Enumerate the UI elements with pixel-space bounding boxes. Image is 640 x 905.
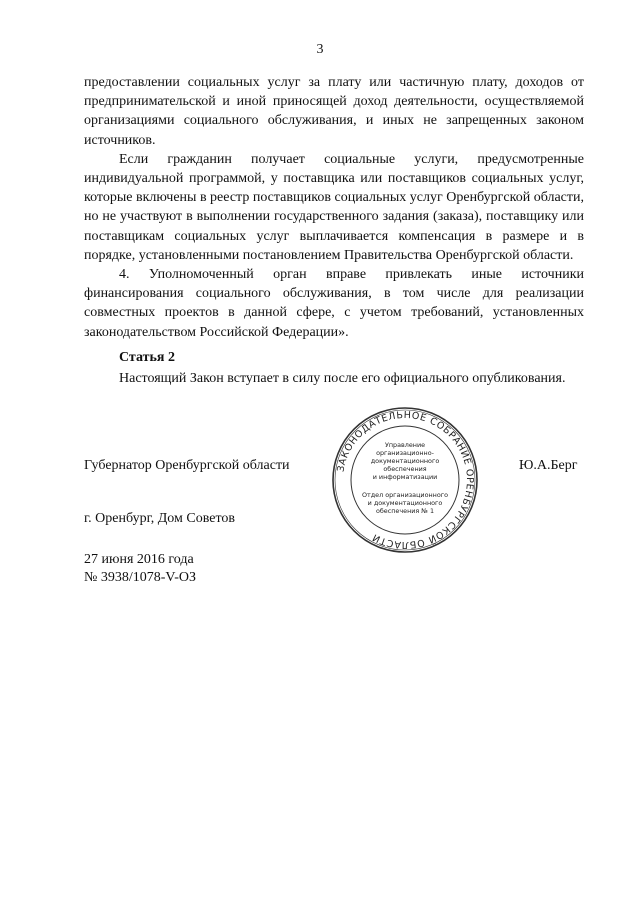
seal-line: Управление	[384, 441, 426, 449]
seal-line: и информатизации	[372, 473, 438, 481]
seal-line: документационного	[370, 457, 440, 465]
signing-date: 27 июня 2016 года	[84, 552, 194, 567]
seal-line: Отдел организационного	[361, 491, 449, 499]
article-title: Статья 2	[119, 350, 175, 365]
signing-place: г. Оренбург, Дом Советов	[84, 511, 235, 526]
seal-line: обеспечения № 1	[375, 507, 435, 515]
page-number: 3	[316, 42, 324, 57]
seal-ring-text: ЗАКОНОДАТЕЛЬНОЕ СОБРАНИЕ ОРЕНБУРГСКОЙ ОБЛАСТИ	[335, 409, 476, 551]
signatory-name: Ю.А.Берг	[519, 458, 578, 473]
paragraph-3: 4. Уполномоченный орган вправе привлекать иные источники финансирования социального обслуживания, в том числе для реализации совместных проектов в данной сфере, с учетом требований, установленных законодательством Российской Федерации».	[84, 267, 584, 340]
paragraph-2: Если гражданин получает социальные услуги, предусмотренные индивидуальной программой, у поставщика или поставщиков социальных услуг, которые включены в реестр поставщиков социальных услуг Оренбургской области, но не участвуют в выполнении государственного задания (заказа), поставщику или поставщикам социальных услуг выплачивается компенсация в размере и в порядке, установленными постановлением Правительства Оренбургской области.	[84, 151, 584, 263]
seal-line: и документационного	[367, 499, 443, 507]
paragraph-1: предоставлении социальных услуг за плату или частичную плату, доходов от предпринимательской и иной приносящей доход деятельности, осуществляемой организациями социального обслуживания, и иных не запрещенных законом источников.	[84, 75, 584, 148]
seal-line: обеспечения	[383, 465, 427, 473]
article-body	[84, 369, 584, 388]
main-text	[84, 73, 584, 342]
official-seal	[330, 405, 480, 555]
article-text: Настоящий Закон вступает в силу после его официального опубликования.	[119, 371, 566, 386]
law-number: № 3938/1078-V-ОЗ	[84, 570, 197, 585]
signatory-position: Губернатор Оренбургской области	[84, 458, 290, 473]
seal-line: организационно-	[376, 449, 434, 457]
